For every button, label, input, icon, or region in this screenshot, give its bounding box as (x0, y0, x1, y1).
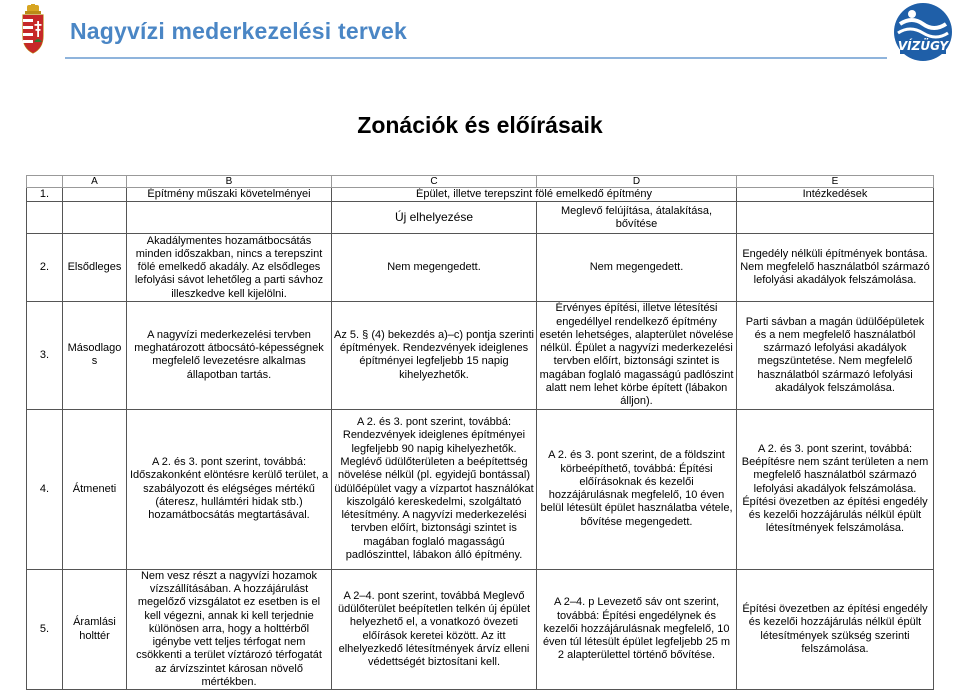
cell-c: A 2. és 3. pont szerint, továbbá: Rendezvények ideiglenes építményei legfeljebb 90 napig kihelyezhetők. Meglévő üdülőterületen a beépítettség növelése nélkül (pl. egyidejű bontással) üdülőépület vagy a vízpartot használókat kiszolgáló kereskedelmi, szolgáltató létesítmény. A nagyvízi mederkezelési tervben előírt, biztonsági szintet is magában foglaló magasságú padlószinttel, lábakon álló építmény. (332, 409, 537, 569)
cell-d: Nem megengedett. (537, 234, 737, 302)
column-letter-a: A (63, 176, 127, 188)
cell-e: Parti sávban a magán üdülőépületek és a nem megfelelő használatból származó lefolyási akadályok megszüntetése. Nem megfelelő használatból származó lefolyási akadályok felszámolása. (737, 302, 934, 409)
zone-label: Elsődleges (63, 234, 127, 302)
header-row (27, 188, 934, 202)
row-number: 1. (27, 188, 63, 202)
header-divider (65, 57, 887, 59)
column-letter-b: B (127, 176, 332, 188)
cell-c: A 2–4. pont szerint, továbbá Meglevő üdülőterület beépítetlen telkén új épület helyezhető el, a vonatkozó övezeti előírások keretei között. Az itt elhelyezkedő létesítmények árvíz elleni védettségét biztosítani kell. (332, 569, 537, 690)
zonation-table (26, 175, 934, 690)
header-cell-cd: Épület, illetve terepszint fölé emelkedő építmény (332, 188, 737, 202)
row-number: 5. (27, 569, 63, 690)
zone-label: Másodlagos (63, 302, 127, 409)
column-letter-e: E (737, 176, 934, 188)
column-letter-row (27, 176, 934, 188)
subheader-empty-num (27, 202, 63, 234)
logo-text: VÍZÜGY (897, 39, 949, 53)
row-number: 3. (27, 302, 63, 409)
vizugy-logo (890, 2, 956, 66)
cell-b: A 2. és 3. pont szerint, továbbá: Időszakonként elöntésre kerülő terület, a szabályozott és elégséges mértékű (áteresz, hullámtéri hidak stb.) hozamátbocsátás megtartásával. (127, 409, 332, 569)
header-cell-a (63, 188, 127, 202)
cell-b: Akadálymentes hozamátbocsátás minden időszakban, nincs a terepszint fölé emelkedő akadály. Az elsődleges lefolyási sávot lehetőleg a parti sávhoz illeszkedve kell kijelölni. (127, 234, 332, 302)
subheader-empty-a (63, 202, 127, 234)
corner-cell (27, 176, 63, 188)
cell-b: Nem vesz részt a nagyvízi hozamok vízszállításában. A hozzájárulást megelőző vizsgálatot ez esetben is el kell végezni, annak ki kell terjednie különösen arra, hogy a holttérből igénybe vett teljes térfogat nem csökkenti a terület víztározó térfogatát az árvízszintet károsan növelő mértékben. (127, 569, 332, 690)
cell-b: A nagyvízi mederkezelési tervben meghatározott átbocsátó-képességnek megfelelő levezetésre alkalmas állapotban tartás. (127, 302, 332, 409)
subheader-row (27, 202, 934, 234)
header-cell-b: Építmény műszaki követelményei (127, 188, 332, 202)
zone-label: Átmeneti (63, 409, 127, 569)
cell-e: A 2. és 3. pont szerint, továbbá: Beépítésre nem szánt területen a nem megfelelő használatból származó lefolyási akadályok felszámolása. Építési övezetben az építési engedély és kezelői hozzájárulás nélkül épült létesítmények felszámolása. (737, 409, 934, 569)
cell-d: A 2. és 3. pont szerint, de a földszint körbeépíthető, továbbá: Építési előírásoknak és kezelői hozzájárulásnak megfelelő, 10 éven belül létesült épület használatba vétele, bővítése megengedett. (537, 409, 737, 569)
cell-c: Nem megengedett. (332, 234, 537, 302)
table-row (27, 569, 934, 690)
table-row (27, 302, 934, 409)
subheader-empty-e (737, 202, 934, 234)
zone-label: Áramlási holttér (63, 569, 127, 690)
table-row (27, 409, 934, 569)
column-letter-d: D (537, 176, 737, 188)
cell-c: Az 5. § (4) bekezdés a)–c) pontja szerinti építmények. Rendezvények ideiglenes építményei legfeljebb 15 napig kihelyezhetők. (332, 302, 537, 409)
subheader-cell-d: Meglevő felújítása, átalakítása, bővítése (537, 202, 737, 234)
column-letter-c: C (332, 176, 537, 188)
cell-e: Engedély nélküli építmények bontása. Nem megfelelő használatból származó lefolyási akadályok felszámolása. (737, 234, 934, 302)
cell-d: A 2–4. p Levezető sáv ont szerint, továbbá: Építési engedélynek és kezelői hozzájárulásnak megfelelő, 10 éven túl létesült épület legfeljebb 25 m 2 alapterülettel történő bővítése. (537, 569, 737, 690)
subheader-cell-c: Új elhelyezése (332, 202, 537, 234)
cell-d: Érvényes építési, illetve létesítési engedéllyel rendelkező építmény esetén lehetséges, alapterület növelése nélkül. Épület a nagyvízi mederkezelési tervben előírt, biztonsági szintet is magában foglaló magasságú padlószint alatt nem lehet körbe épített (lábakon álljon). (537, 302, 737, 409)
row-number: 2. (27, 234, 63, 302)
header-title: Nagyvízi mederkezelési tervek (70, 18, 407, 44)
row-number: 4. (27, 409, 63, 569)
table-row (27, 234, 934, 302)
header-cell-e: Intézkedések (737, 188, 934, 202)
coat-of-arms-icon (20, 4, 46, 54)
cell-e: Építési övezetben az építési engedély és kezelői hozzájárulás nélkül épült létesítmények szükség szerinti felszámolása. (737, 569, 934, 690)
subheader-empty-b (127, 202, 332, 234)
page-title: Zonációk és előírásaik (357, 112, 603, 138)
